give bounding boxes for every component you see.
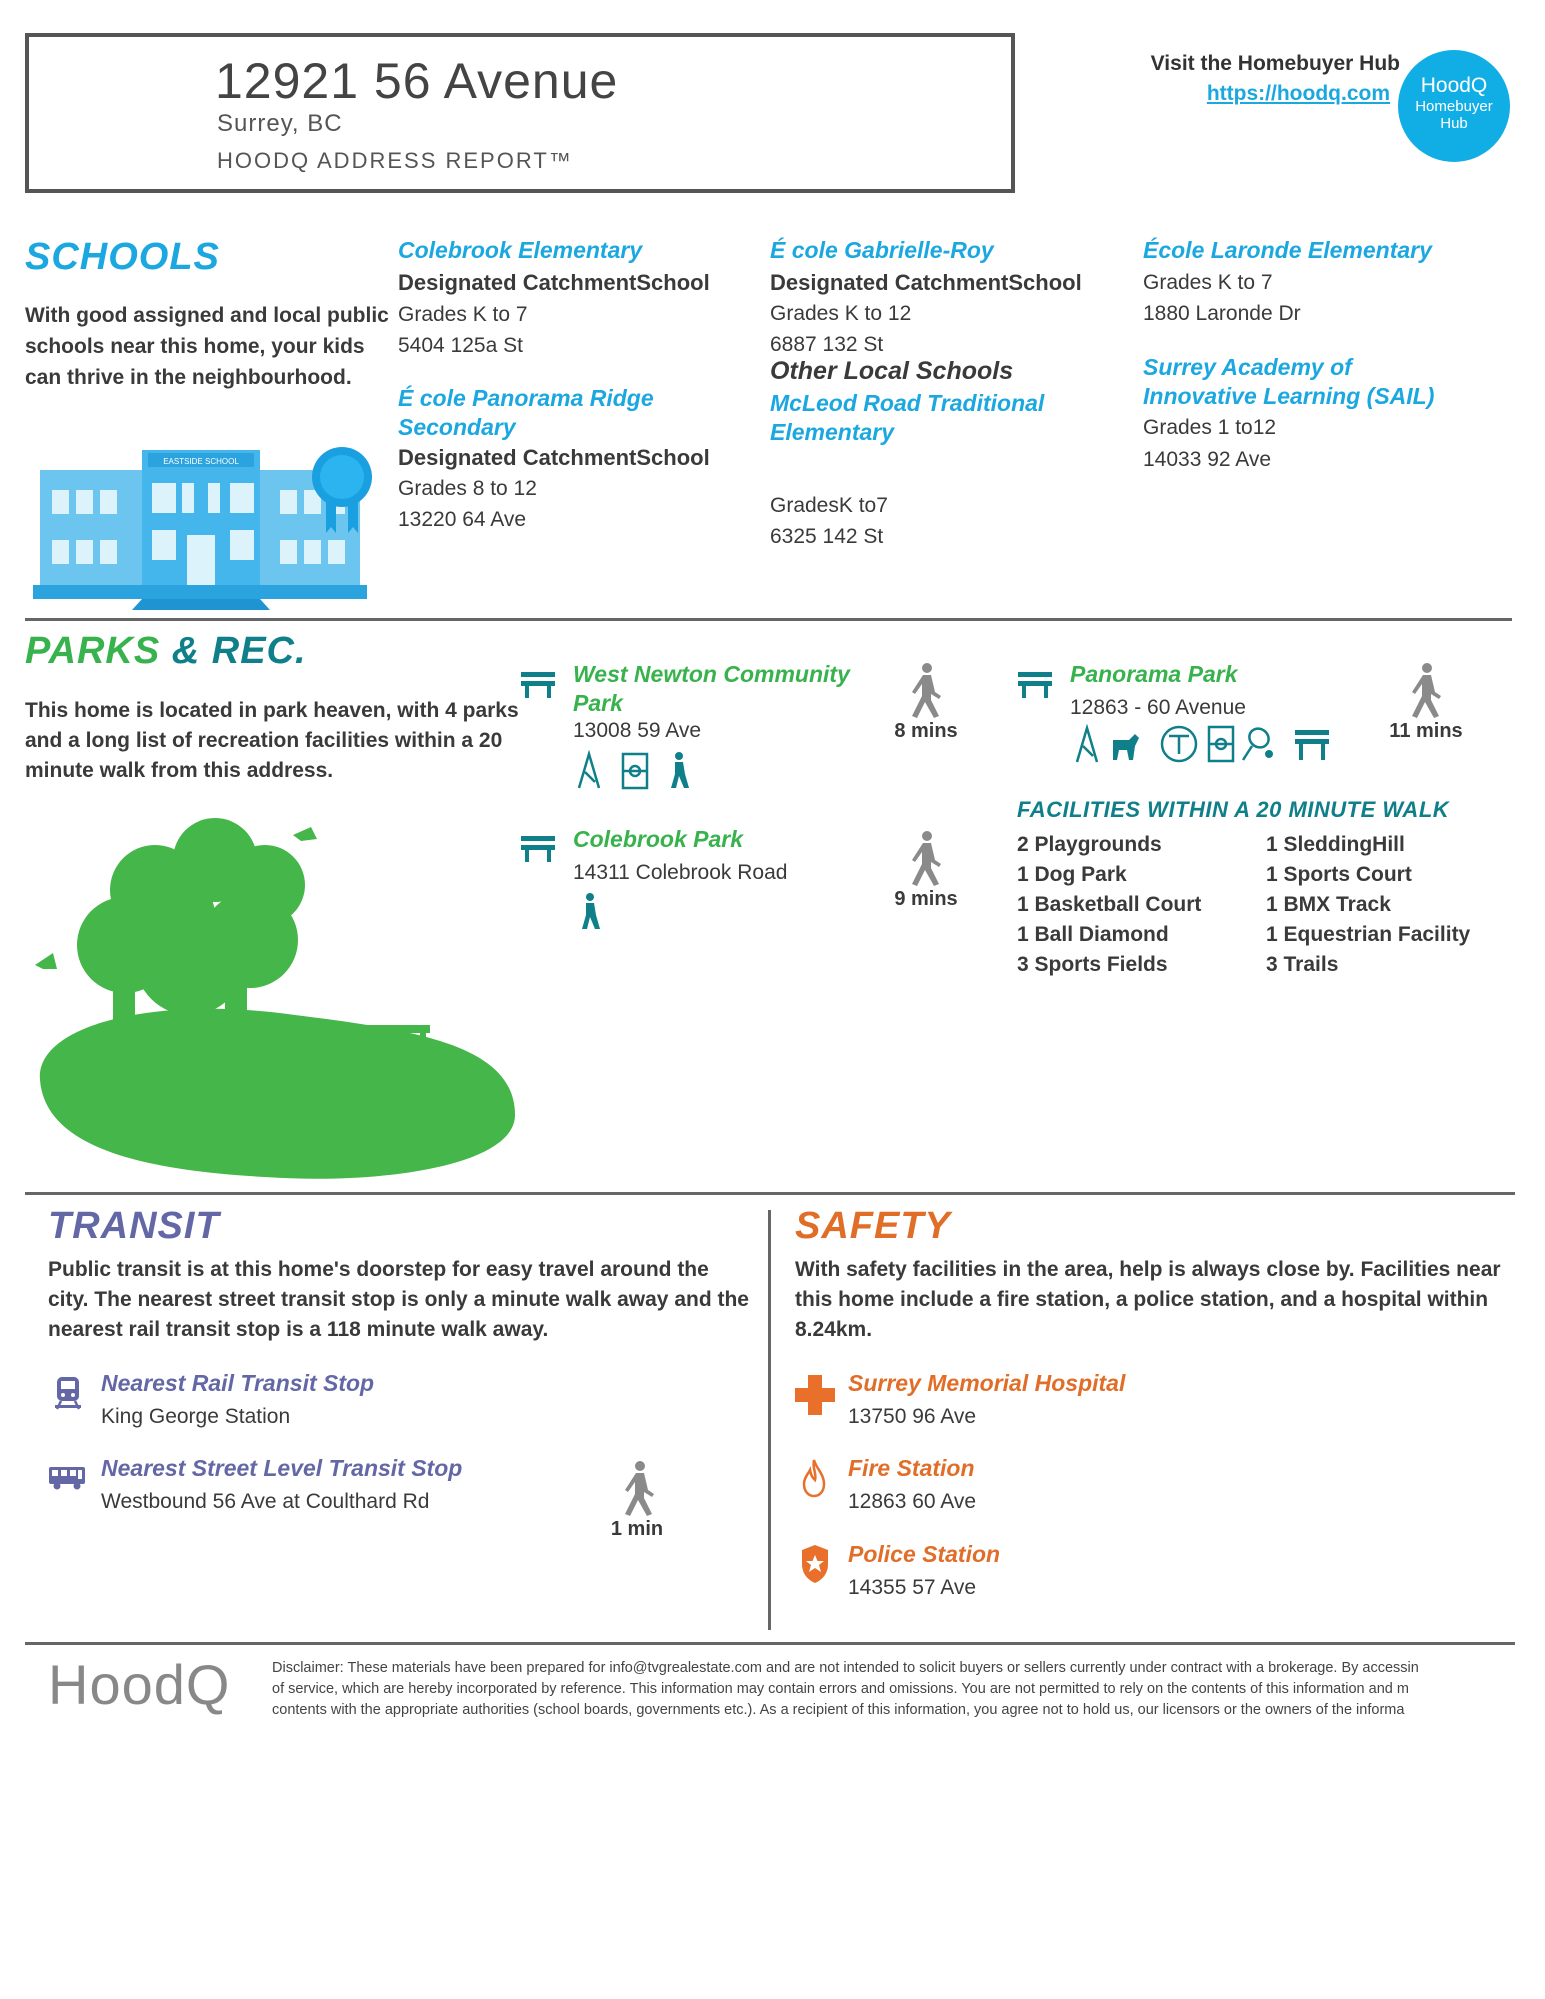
parks-intro-line: minute walk from this address. bbox=[25, 759, 334, 782]
walking-person-icon bbox=[905, 830, 945, 886]
safety-intro bbox=[795, 1255, 1535, 1345]
facility-item: 1 BMX Track bbox=[1266, 893, 1391, 916]
disclaimer-line: contents with the appropriate authorities (school boards, governments etc.). As a recipient of this information, you agree not to hold us, our licensors or the owners of the informa bbox=[272, 1702, 1405, 1718]
park-amenity-icons bbox=[575, 750, 700, 792]
facility-item: 1 Equestrian Facility bbox=[1266, 923, 1471, 946]
police-station-name[interactable]: Police Station bbox=[848, 1541, 1001, 1567]
hub-badge-sub2: Hub bbox=[1440, 115, 1468, 132]
parks-title-word: PARKS bbox=[25, 630, 161, 672]
school-designation: Designated CatchmentSchool bbox=[770, 270, 1082, 295]
school-address: 1880 Laronde Dr bbox=[1143, 302, 1301, 325]
walk-time: 1 min bbox=[610, 1518, 664, 1540]
parks-intro-line: and a long list of recreation facilities within a 20 bbox=[25, 729, 503, 752]
facility-item: 1 SleddingHill bbox=[1266, 833, 1405, 856]
school-address: 14033 92 Ave bbox=[1143, 448, 1272, 471]
fire-station-address: 12863 60 Ave bbox=[848, 1490, 977, 1513]
school-sign-text: EASTSIDE SCHOOL bbox=[163, 457, 239, 466]
disclaimer-line: Disclaimer: These materials have been prepared for info@tvgrealestate.com and are not intended to solicit buyers or sellers currently under contract with a brokerage. By accessin bbox=[272, 1660, 1419, 1676]
park-address: 12863 - 60 Avenue bbox=[1070, 696, 1246, 719]
footer-divider bbox=[25, 1642, 1515, 1645]
report-type-label: HOODQ ADDRESS REPORT™ bbox=[217, 148, 573, 173]
column-divider bbox=[768, 1210, 771, 1630]
facility-item: 1 Sports Court bbox=[1266, 863, 1412, 886]
section-divider bbox=[25, 1192, 1515, 1195]
park-name-colebrook[interactable]: Colebrook Park bbox=[573, 826, 743, 852]
transit-intro-line: Public transit is at this home's doorstep for easy travel around the bbox=[48, 1258, 709, 1281]
page-title: 12921 56 Avenue bbox=[215, 53, 619, 109]
school-name-line: Elementary bbox=[770, 419, 895, 445]
park-name-panorama[interactable]: Panorama Park bbox=[1070, 661, 1238, 687]
walk-time: 8 mins bbox=[894, 720, 958, 742]
facility-item: 1 Dog Park bbox=[1017, 863, 1127, 886]
school-grades: GradesK to7 bbox=[770, 494, 888, 517]
school-address: 6887 132 St bbox=[770, 333, 884, 356]
school-name-line: McLeod Road Traditional bbox=[770, 390, 1045, 416]
school-designation: Designated CatchmentSchool bbox=[398, 270, 710, 295]
transit-intro-line: nearest rail transit stop is a 118 minute walk away. bbox=[48, 1318, 549, 1341]
walk-time: 11 mins bbox=[1389, 720, 1463, 742]
school-address: 13220 64 Ave bbox=[398, 508, 527, 531]
schools-intro-line: schools near this home, your kids bbox=[25, 335, 365, 358]
school-grades: Grades 1 to12 bbox=[1143, 416, 1277, 439]
hub-badge-title: HoodQ bbox=[1420, 74, 1488, 97]
school-name-line: Surrey Academy of bbox=[1143, 354, 1352, 380]
walking-person-icon bbox=[905, 662, 945, 718]
street-stop-name[interactable]: Westbound 56 Ave at Coulthard Rd bbox=[101, 1490, 430, 1513]
hospital-name[interactable]: Surrey Memorial Hospital bbox=[848, 1370, 1126, 1396]
park-name-line: Park bbox=[573, 690, 623, 716]
school-name-sail[interactable] bbox=[1143, 353, 1434, 411]
facility-item: 3 Trails bbox=[1266, 953, 1339, 976]
police-station-address: 14355 57 Ave bbox=[848, 1576, 977, 1599]
safety-section-title: SAFETY bbox=[795, 1205, 951, 1247]
schools-intro-line: With good assigned and local public bbox=[25, 304, 389, 327]
park-name-line: West Newton Community bbox=[573, 661, 850, 687]
facility-item: 1 Ball Diamond bbox=[1017, 923, 1169, 946]
park-address: 13008 59 Ave bbox=[573, 719, 702, 742]
hoodq-logo: HoodQ bbox=[48, 1653, 231, 1716]
police-badge-icon bbox=[800, 1544, 830, 1584]
school-designation: Designated CatchmentSchool bbox=[398, 445, 710, 470]
parks-section-title bbox=[25, 630, 307, 673]
hub-prompt: Visit the Homebuyer Hub bbox=[1150, 52, 1400, 75]
safety-intro-line: this home include a fire station, a police station, and a hospital within bbox=[795, 1288, 1489, 1311]
park-address: 14311 Colebrook Road bbox=[573, 861, 788, 884]
rail-stop-label: Nearest Rail Transit Stop bbox=[101, 1370, 375, 1396]
walk-time: 9 mins bbox=[894, 888, 958, 910]
school-name-line: Secondary bbox=[398, 414, 516, 440]
park-amenity-icons bbox=[1073, 724, 1338, 764]
school-building-icon bbox=[30, 435, 385, 610]
school-grades: Grades 8 to 12 bbox=[398, 477, 537, 500]
hospital-address: 13750 96 Ave bbox=[848, 1405, 977, 1428]
other-schools-heading: Other Local Schools bbox=[770, 357, 1014, 385]
bus-icon bbox=[48, 1466, 86, 1490]
schools-intro-line: can thrive in the neighbourhood. bbox=[25, 366, 352, 389]
school-name-colebrook[interactable]: Colebrook Elementary bbox=[398, 237, 643, 263]
school-name-mcleod[interactable] bbox=[770, 389, 1044, 447]
train-icon bbox=[55, 1375, 81, 1411]
homebuyer-hub-badge[interactable] bbox=[1398, 50, 1510, 162]
park-bench-icon bbox=[520, 832, 556, 862]
safety-intro-line: With safety facilities in the area, help is always close by. Facilities near bbox=[795, 1258, 1501, 1281]
city-label: Surrey, BC bbox=[217, 110, 343, 137]
school-name-laronde[interactable]: École Laronde Elementary bbox=[1143, 237, 1432, 263]
section-divider bbox=[25, 618, 1512, 621]
transit-section-title: TRANSIT bbox=[48, 1205, 220, 1247]
rail-stop-name[interactable]: King George Station bbox=[101, 1405, 291, 1428]
transit-intro bbox=[48, 1255, 768, 1345]
hospital-cross-icon bbox=[795, 1375, 835, 1415]
parks-intro bbox=[25, 696, 555, 786]
hub-badge-sub1: Homebuyer bbox=[1415, 98, 1493, 115]
facilities-heading: FACILITIES WITHIN A 20 MINUTE WALK bbox=[1017, 797, 1450, 822]
schools-intro bbox=[25, 300, 405, 393]
rec-title-word: & REC. bbox=[171, 630, 307, 672]
fire-flame-icon bbox=[802, 1458, 826, 1498]
school-grades: Grades K to 7 bbox=[1143, 271, 1273, 294]
hub-link[interactable]: https://hoodq.com bbox=[1206, 82, 1390, 105]
walking-person-icon bbox=[1405, 662, 1445, 718]
street-stop-label: Nearest Street Level Transit Stop bbox=[101, 1455, 463, 1481]
facility-item: 3 Sports Fields bbox=[1017, 953, 1168, 976]
school-name-gabrielle-roy[interactable]: É cole Gabrielle-Roy bbox=[770, 237, 994, 263]
park-tree-bench-icon bbox=[25, 815, 520, 1185]
park-bench-icon bbox=[520, 668, 556, 698]
trail-hiker-icon bbox=[578, 892, 602, 932]
schools-section-title: SCHOOLS bbox=[25, 236, 220, 278]
school-address: 6325 142 St bbox=[770, 525, 884, 548]
park-bench-icon bbox=[1017, 668, 1053, 698]
school-grades: Grades K to 12 bbox=[770, 302, 912, 325]
school-name-panorama-ridge[interactable] bbox=[398, 384, 654, 442]
disclaimer-line: of service, which are hereby incorporated by reference. This information may contain errors and omissions. You are not permitted to rely on the contents of this information and m bbox=[272, 1681, 1409, 1697]
transit-intro-line: city. The nearest street transit stop is only a minute walk away and the bbox=[48, 1288, 749, 1311]
disclaimer-text bbox=[272, 1658, 1545, 1721]
school-name-line: Innovative Learning (SAIL) bbox=[1143, 383, 1435, 409]
parks-intro-line: This home is located in park heaven, with 4 parks bbox=[25, 699, 519, 722]
park-name-west-newton[interactable] bbox=[573, 660, 850, 718]
school-grades: Grades K to 7 bbox=[398, 303, 528, 326]
fire-station-name[interactable]: Fire Station bbox=[848, 1455, 975, 1481]
school-name-line: É cole Panorama Ridge bbox=[398, 385, 654, 411]
school-address: 5404 125a St bbox=[398, 334, 523, 357]
facilities-list-left bbox=[1017, 830, 1201, 980]
facility-item: 1 Basketball Court bbox=[1017, 893, 1202, 916]
walking-person-icon bbox=[618, 1460, 658, 1516]
facilities-list-right bbox=[1266, 830, 1470, 980]
facility-item: 2 Playgrounds bbox=[1017, 833, 1162, 856]
safety-intro-line: 8.24km. bbox=[795, 1318, 873, 1341]
